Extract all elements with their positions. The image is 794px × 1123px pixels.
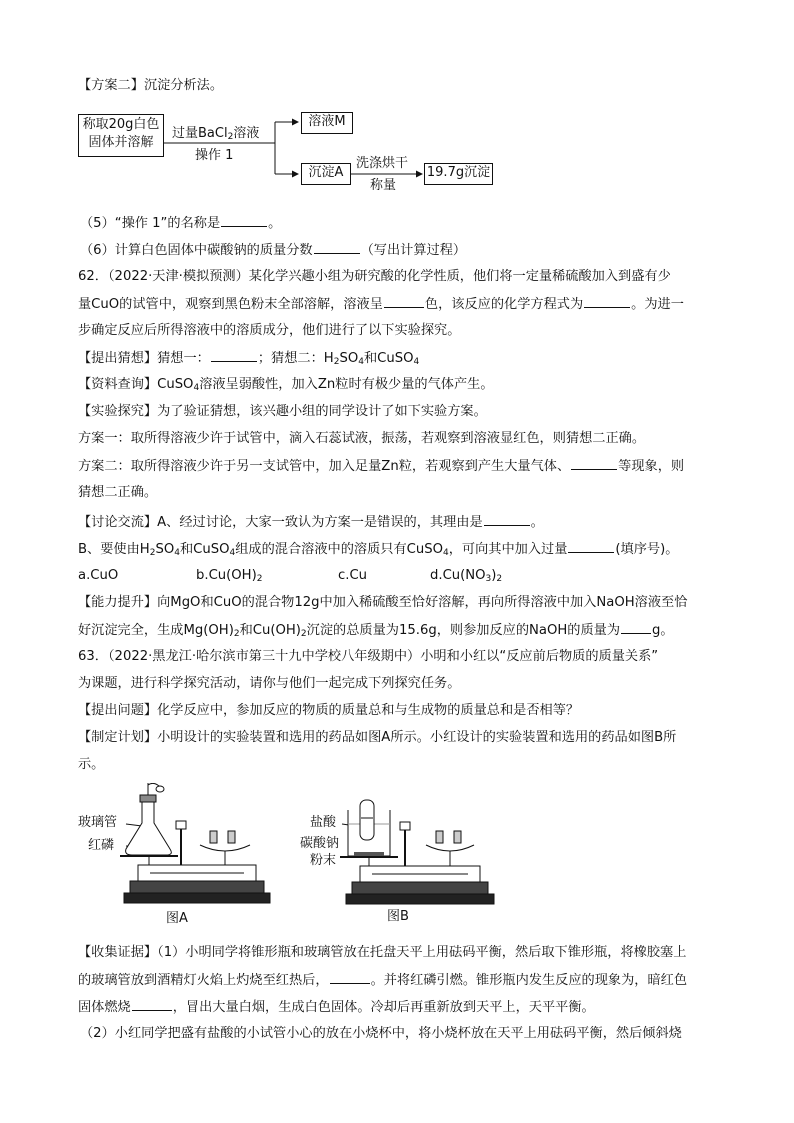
q62-ability: 【能力提升】向MgO和CuO的混合物12g中加入稀硫酸至恰好溶解，再向所得溶液中加入NaOH溶液至恰 [78,595,688,610]
q62-line1: 62．（2022·天津·模拟预测）某化学兴趣小组为研究酸的化学性质，他们将一定量稀硫酸加入到盛有少 [78,269,671,284]
option-d: $d.Cu(NO_3)_2$ [430,568,503,584]
q63-plan-end: 示。 [78,757,105,772]
label-red-phosphorus: 红磷 [88,838,115,853]
q63-evidence-4: （2）小红同学把盛有盐酸的小试管小心的放在小烧杯中，将小烧杯放在天平上用砝码平衡，然后倾斜烧 [80,1026,682,1041]
flow-reagent: 过量BaCl$_2$溶液 [172,126,260,142]
q63-evidence: 【收集证据】（1）小明同学将锥形瓶和玻璃管放在托盘天平上用砝码平衡，然后取下锥形瓶，将橡胶塞上 [78,945,687,960]
q6-line: （6）计算白色固体中碳酸钠的质量分数 （写出计算过程） [80,243,467,258]
q63-evidence-2: 的玻璃管放到酒精灯火焰上灼烧至红热后， 。并将红磷引燃。锥形瓶内发生反应的现象为，暗红色 [78,973,688,988]
label-powder: 粉末 [310,853,337,868]
q63-plan: 【制定计划】小明设计的实验装置和选用的药品如图A所示。小红设计的实验装置和选用的药品如图B所 [78,730,677,745]
figure-a-caption: 图A [166,911,188,926]
q62-ability-2: 好沉淀完全，生成$Mg(OH)_2$和$Cu(OH)_2$沉淀的总质量为15.6g，则参加反应的NaOH的质量为 g。 [78,623,674,639]
flow-wash: 洗涤烘干 [356,156,409,171]
q63-line1: 63．（2022·黑龙江·哈尔滨市第三十九中学校八年级期中）小明和小红以“反应前后物质的质量关系” [78,649,659,664]
option-c: c.Cu [338,568,368,583]
flow-op1: 操作 1 [195,148,234,163]
q63-question: 【提出问题】化学反应中，参加反应的物质的质量总和与生成物的质量总和是否相等？ [78,703,580,718]
answer-blank[interactable] [584,295,630,308]
q62-options [78,567,502,585]
flow-weigh: 称量 [370,178,397,193]
answer-blank[interactable] [384,295,424,308]
answer-blank[interactable] [132,998,172,1011]
balance-a-illustration [120,783,280,908]
answer-blank[interactable] [571,457,617,470]
q62-exp: 【实验探究】为了验证猜想，该兴趣小组的同学设计了如下实验方案。 [78,404,487,419]
q62-discussion: 【讨论交流】A、经过讨论，大家一致认为方案一是错误的，其理由是 。 [78,515,544,530]
flow-precip-a: 沉淀A [301,163,351,185]
q62-scheme1: 方案一：取所得溶液少许于试管中，滴入石蕊试液，振荡，若观察到溶液显红色，则猜想二正确。 [78,431,646,446]
answer-blank[interactable] [314,241,360,254]
q62-line3: 步确定反应后所得溶液中的溶质成分，他们进行了以下实验探究。 [78,323,461,338]
answer-blank[interactable] [568,540,614,553]
q62-b-line: B、要使由$H_2SO_4$和CuSO$_4$组成的混合溶液中的溶质只有CuSO$_4$，可向其中加入过量 (填序号)。 [78,542,679,558]
flow-solution-m: 溶液M [301,112,353,134]
flow-result: 19.7g沉淀 [424,163,493,185]
answer-blank[interactable] [211,349,257,362]
q62-scheme2-end: 猜想二正确。 [78,485,158,500]
answer-blank[interactable] [221,214,267,227]
plan2-heading: 【方案二】沉淀分析法。 [78,78,224,93]
figure-b-caption: 图B [387,909,409,924]
q62-line2: 量CuO的试管中，观察到黑色粉末全部溶解，溶液呈 色，该反应的化学方程式为 。为进一 [78,297,684,312]
option-b: $b.Cu(OH)_2$ [196,568,263,584]
q63-line2: 为课题，进行科学探究活动，请你与他们一起完成下列探究任务。 [78,676,461,691]
answer-blank[interactable] [621,621,651,634]
balance-b-illustration [340,790,500,908]
label-hydrochloric-acid: 盐酸 [310,815,337,830]
q62-guess: 【提出猜想】猜想一： ；猜想二：$H_2SO_4$和CuSO$_4$ [78,351,420,367]
answer-blank[interactable] [484,513,530,526]
answer-blank[interactable] [330,971,370,984]
label-sodium-carbonate: 碳酸钠 [300,836,340,851]
q62-scheme2: 方案二：取所得溶液少许于另一支试管中，加入足量Zn粒，若观察到产生大量气体、 等现象，则 [78,459,685,474]
option-a: a.CuO [78,568,119,583]
q5-line: （5）“操作 1”的名称是 。 [80,216,282,231]
q63-evidence-3: 固体燃烧 ，冒出大量白烟，生成白色固体。冷却后再重新放到天平上，天平平衡。 [78,1000,595,1015]
label-glass-tube: 玻璃管 [78,815,118,830]
flow-start-box: 称取20g白色 固体并溶解 [78,114,164,157]
q62-data: 【资料查询】CuSO$_4$溶液呈弱酸性，加入Zn粒时有极少量的气体产生。 [78,377,494,393]
